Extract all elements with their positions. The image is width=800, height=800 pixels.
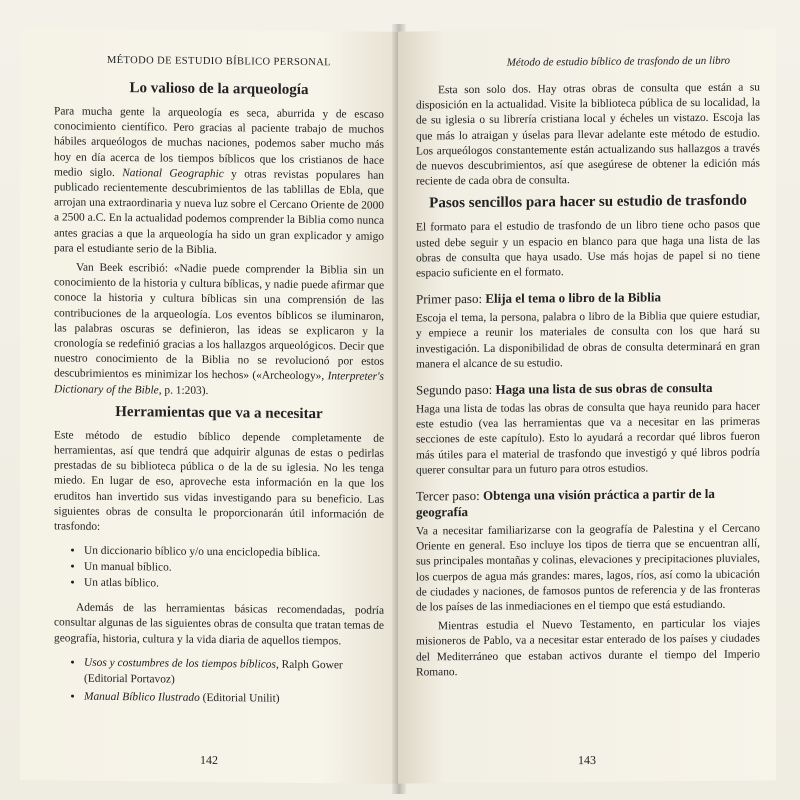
paragraph-new-testament: Mientras estudia el Nuevo Testamento, en particular los viajes misioneros de Pablo, va a necesitar estar enterado de los países y ciudades del Mediterráneo que estaban activos durante el tiempo del Imperio Romano. <box>416 617 760 679</box>
heading-archaeology: Lo valioso de la arqueología <box>129 80 309 99</box>
paragraph-van-beek: Van Beek escribió: «Nadie puede comprender la Biblia sin un conocimiento de la historia y cultura bíblicas, y nadie puede afirmar que conoce la historia y cultura bíblicas sin una comprensión de las contribuciones de la arqueología. Los eventos bíblicos se iluminaron, las palabras oscuras se definieron, las ideas se explicaron y la cronología se redefinió gracias a los hallazgos arqueológicos. Decir que nuestro conocimiento de la Biblia no se revolucionó por estos descubrimientos es minimizar los hechos» («Archeology», Interpreter's Dictionary of the Bible, p. 1:203). <box>54 261 384 397</box>
step-2-heading: Segundo paso: Haga una lista de sus obras de consulta <box>416 379 713 398</box>
reference-list <box>54 654 384 707</box>
right-running-head: Método de estudio bíblico de trasfondo de un libro <box>506 54 730 69</box>
step-2-text: Haga una lista de todas las obras de consulta que haya reunido para hacer este estudio (vea las herramientas que va a necesitar en las primeras secciones de este capítulo). Esto lo ayudará a recordar qué libros fueron más útiles para el material de trasfondo que investigó y qué libros podría querer consultar para un futuro para otros estudios. <box>416 400 760 477</box>
page-number-right: 143 <box>578 752 596 768</box>
page-number-left: 142 <box>200 752 218 768</box>
paragraph-format: El formato para el estudio de trasfondo de un libro tiene ocho pasos que usted debe seguir y un espacio en blanco para que haga una lista de las obras de consulta que haya usado. Use más hojas de papel si no tiene espacio suficiente en el formato. <box>416 218 760 280</box>
left-running-head: MÉTODO DE ESTUDIO BÍBLICO PERSONAL <box>107 54 331 69</box>
heading-steps: Pasos sencillos para hacer su estudio de trasfondo <box>429 193 747 212</box>
tools-list <box>54 543 384 594</box>
paragraph-tools: Este método de estudio bíblico depende completamente de herramientas, así que tendrá que adquirir algunas de estas o pedirlas prestadas de su biblioteca pública o de la de su iglesia. No les tenga miedo. En lugar de eso, aproveche esta información en la que los eruditos han invertido sus vidas investigando para su beneficio. Las siguientes obras de consulta le proporcionarán útil información de trasfondo: <box>54 429 384 533</box>
list-item: • Un manual bíblico. <box>84 559 384 578</box>
step-3-heading: Tercer paso: Obtenga una visión práctica a partir de la geografía <box>416 485 715 520</box>
step-1-text: Escoja el tema, la persona, palabra o libro de la Biblia que quiere estudiar, y empiece a reunir los materiales de consulta con los que hará su investigación. La disponibilidad de obras de consulta determinará en gran manera el alcance de su estudio. <box>416 309 760 371</box>
list-item: • Un diccionario bíblico y/o una enciclopedia bíblica. <box>84 543 384 562</box>
paragraph-archaeology: Para mucha gente la arqueología es seca, aburrida y de escaso conocimiento científico. Pero gracias al paciente trabajo de muchos hábiles arqueólogos de muchas naciones, podemos saber mucho más hoy en día acerca de los tiempos bíblicos que los cristianos de hace medio siglo. National Geographic y otras revistas populares han publicado recientemente descubrimientos de las tablillas de Ebla, que arrojan una extraordinaria y nueva luz sobre el Cercano Oriente de 2000 a 2500 a.C. En la actualidad podemos comprender la Biblia como nunca antes gracias a que la arqueología ha sido un gran explicador y amigo para el estudiante serio de la Biblia. <box>54 105 384 256</box>
list-item: • Usos y costumbres de los tiempos bíblicos, Ralph Gower (Editorial Portavoz) <box>84 655 384 690</box>
paragraph-additional-tools: Además de las herramientas básicas recomendadas, podría consultar algunas de las siguientes obras de consulta que tratan temas de geografía, historia, cultura y la vida diaria de aquellos tiempos. <box>54 601 384 648</box>
right-page <box>398 28 776 783</box>
left-page <box>20 28 398 784</box>
step-3-text: Va a necesitar familiarizarse con la geografía de Palestina y el Cercano Oriente en general. Eso incluye los tipos de tierra que se encuentran allí, sus principales montañas y colinas, elevaciones y precipitaciones pluviales, los cuerpos de agua más grandes: mares, lagos, ríos, así como la ubicación de ciudades y naciones, de famosos puntos de referencia y de las fronteras de los países de las inmediaciones en el tiempo que está estudiando. <box>416 522 760 614</box>
list-item: • Manual Bíblico Ilustrado (Editorial Unilit) <box>84 689 384 708</box>
list-item: • Un atlas bíblico. <box>84 575 384 594</box>
step-1-heading: Primer paso: Elija el tema o libro de la Biblia <box>416 289 661 307</box>
heading-tools: Herramientas que va a necesitar <box>115 403 323 423</box>
paragraph-intro: Esta son solo dos. Hay otras obras de consulta que están a su disposición en la actualidad. Visite la biblioteca pública de su localidad, la de su iglesia o su librería cristiana local y écheles un vistazo. Escoja las que más lo atraigan y úselas para llevar adelante este método de estudio. Los arqueólogos constantemente están actualizando sus hallazgos a través de nuevos descubrimientos, así que asegúrese de obtener la edición más reciente de cada obra de consulta. <box>416 81 760 188</box>
